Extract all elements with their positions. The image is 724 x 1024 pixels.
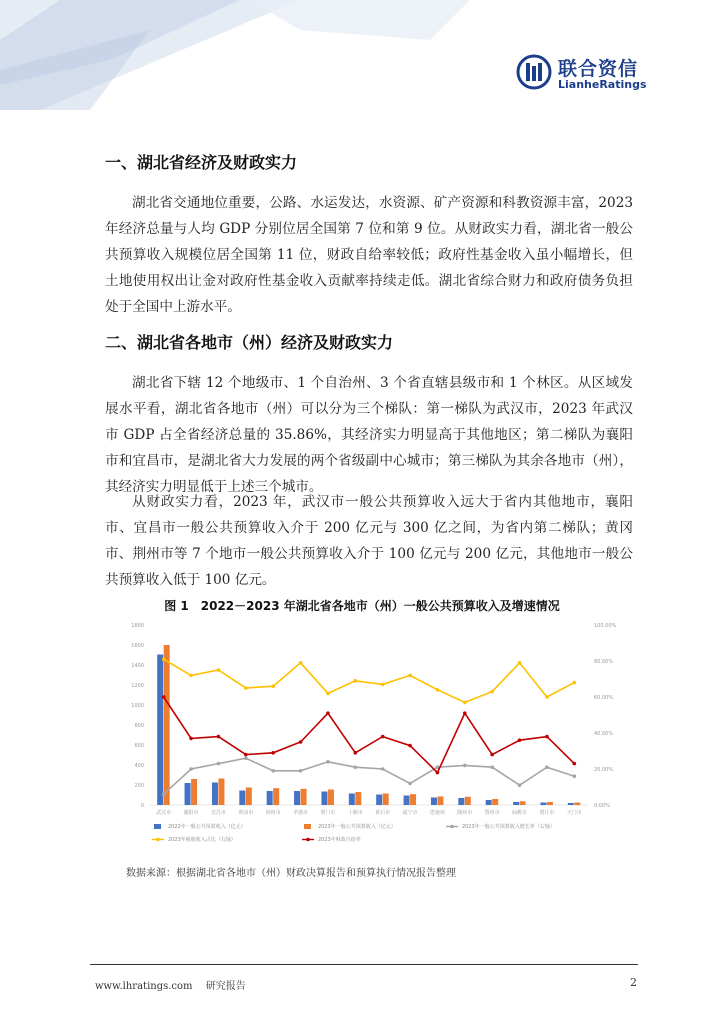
legend-label: 2022年一般公共预算收入（亿元） bbox=[168, 824, 246, 830]
line-point-0 bbox=[189, 767, 193, 771]
line-point-2 bbox=[408, 744, 412, 748]
bar-2022 bbox=[513, 802, 519, 805]
x-tick-label: 随州市 bbox=[457, 810, 473, 816]
y-right-tick-label: 80.00% bbox=[594, 659, 614, 665]
line-point-0 bbox=[381, 767, 385, 771]
x-tick-label: 宜昌市 bbox=[210, 810, 226, 816]
line-point-0 bbox=[326, 760, 330, 764]
y-left-tick-label: 1400 bbox=[131, 663, 144, 669]
line-point-1 bbox=[326, 692, 330, 696]
line-point-1 bbox=[381, 683, 385, 687]
bar-2022 bbox=[157, 655, 163, 806]
x-tick-label: 武汉市 bbox=[156, 810, 172, 816]
bar-2023 bbox=[273, 788, 279, 805]
bar-2023 bbox=[492, 799, 498, 805]
legend-label: 2023年税收收入占比（右轴） bbox=[168, 837, 236, 843]
legend-swatch-dot bbox=[306, 838, 310, 842]
section2-paragraph1: 湖北省下辖 12 个地级市、1 个自治州、3 个省直辖县级市和 1 个林区。从区域发展水平看，湖北省各地市（州）可以分为三个梯队：第一梯队为武汉市，2023 年武汉市 GDP 占全省经济总量的 35.86%，其经济实力明显高于其他地区；第二梯队为襄阳市和宜昌市，是湖北省大力发展的两个省级副中心城市；第三梯队为其余各地市（州），其经济实力明显低于上述三个城市。 bbox=[105, 375, 633, 495]
bar-2023 bbox=[328, 790, 334, 806]
line-point-2 bbox=[545, 735, 549, 739]
bar-2022 bbox=[185, 783, 191, 805]
x-tick-label: 天门市 bbox=[566, 810, 582, 816]
footer-website[interactable]: www.lhratings.com bbox=[95, 981, 193, 992]
x-tick-label: 潜江市 bbox=[539, 810, 555, 816]
bar-2022 bbox=[486, 800, 492, 805]
line-point-0 bbox=[299, 769, 303, 773]
bar-2023 bbox=[218, 779, 224, 806]
line-point-2 bbox=[463, 711, 467, 715]
line-point-2 bbox=[381, 735, 385, 739]
y-right-tick-label: 0.00% bbox=[594, 803, 610, 809]
footer-divider bbox=[90, 964, 638, 965]
x-tick-label: 恩施州 bbox=[429, 810, 445, 816]
x-tick-label: 荆门市 bbox=[320, 810, 336, 816]
y-left-tick-label: 200 bbox=[134, 783, 144, 789]
x-tick-label: 仙桃市 bbox=[512, 810, 528, 816]
y-left-tick-label: 400 bbox=[134, 763, 144, 769]
line-point-0 bbox=[271, 769, 275, 773]
line-point-0 bbox=[463, 764, 467, 768]
x-tick-label: 襄阳市 bbox=[183, 810, 199, 816]
revenue-chart bbox=[118, 615, 638, 855]
line-point-1 bbox=[490, 690, 494, 694]
bar-2023 bbox=[410, 794, 416, 805]
line-point-2 bbox=[217, 735, 221, 739]
line-point-1 bbox=[408, 674, 412, 678]
line-point-2 bbox=[162, 695, 166, 699]
bar-2022 bbox=[321, 792, 327, 806]
bar-2022 bbox=[458, 798, 464, 805]
line-point-2 bbox=[326, 711, 330, 715]
bar-2023 bbox=[547, 802, 553, 805]
line-point-2 bbox=[490, 753, 494, 757]
y-left-tick-label: 1800 bbox=[131, 623, 144, 629]
section2-paragraph2: 从财政实力看，2023 年，武汉市一般公共预算收入远大于省内其他地市，襄阳市、宜昌市一般公共预算收入介于 200 亿元与 300 亿之间，为省内第二梯队；黄冈市、荆州市等 7 个地市一般公共预算收入介于 100 亿元与 200 亿元，其他地市一般公共预算收入低于 100 亿元。 bbox=[105, 494, 633, 588]
line-point-0 bbox=[545, 765, 549, 769]
y-left-tick-label: 0 bbox=[140, 803, 144, 809]
line-point-1 bbox=[299, 661, 303, 665]
line-point-2 bbox=[518, 738, 522, 742]
bar-2022 bbox=[294, 791, 300, 805]
line-point-1 bbox=[189, 674, 193, 678]
x-tick-label: 鄂州市 bbox=[484, 810, 500, 816]
section2-heading: 二、湖北省各地市（州）经济及财政实力 bbox=[105, 333, 394, 352]
legend-label: 2023年一般公共预算收入（亿元） bbox=[318, 824, 396, 830]
bar-2023 bbox=[164, 645, 170, 805]
x-tick-label: 咸宁市 bbox=[402, 810, 418, 816]
bar-2022 bbox=[349, 794, 355, 806]
bar-2023 bbox=[383, 794, 389, 806]
line-point-0 bbox=[490, 765, 494, 769]
line-point-2 bbox=[354, 751, 358, 755]
figure-source: 数据来源：根据湖北省各地市（州）财政决算报告和预算执行情况报告整理 bbox=[126, 868, 456, 879]
bar-2022 bbox=[540, 803, 546, 806]
bar-2022 bbox=[431, 798, 437, 806]
x-tick-label: 荆州市 bbox=[265, 810, 281, 816]
y-left-tick-label: 1000 bbox=[131, 703, 144, 709]
x-tick-label: 黄冈市 bbox=[238, 810, 254, 816]
bar-2022 bbox=[568, 803, 574, 805]
line-point-2 bbox=[244, 753, 248, 757]
line-series-1 bbox=[164, 659, 575, 702]
logo-text-cn: 联合资信 bbox=[558, 58, 639, 80]
legend-label: 2023年一般公共预算收入增长率（右轴） bbox=[462, 824, 555, 830]
bar-2023 bbox=[520, 801, 526, 805]
bar-2023 bbox=[437, 797, 443, 806]
section1-paragraph: 湖北省交通地位重要，公路、水运发达，水资源、矿产资源和科教资源丰富，2023年经济总量与人均 GDP 分别位居全国第 7 位和第 9 位。从财政实力看，湖北省一般公共预算收入规模位居全国第 11 位，财政自给率较低；政府性基金收入虽小幅增长，但土地使用权出让金对政府性基金收入贡献率持续走低。湖北省综合财力和政府债务负担处于全国中上游水平。 bbox=[105, 195, 633, 315]
line-point-1 bbox=[244, 686, 248, 690]
logo-mark-icon bbox=[516, 54, 552, 90]
line-point-1 bbox=[436, 688, 440, 692]
legend-swatch bbox=[304, 824, 311, 829]
footer-left bbox=[95, 977, 246, 992]
bar-2023 bbox=[355, 792, 361, 805]
footer-doc-type: 研究报告 bbox=[205, 981, 246, 992]
line-point-0 bbox=[244, 756, 248, 760]
legend-swatch-dot bbox=[450, 825, 454, 829]
x-tick-label: 孝感市 bbox=[293, 810, 309, 816]
line-point-1 bbox=[162, 657, 166, 661]
bar-2023 bbox=[465, 797, 471, 805]
line-point-1 bbox=[354, 679, 358, 683]
bar-2023 bbox=[246, 788, 252, 806]
line-point-0 bbox=[217, 762, 221, 766]
company-logo bbox=[516, 52, 676, 96]
y-right-tick-label: 60.00% bbox=[594, 695, 614, 701]
x-tick-label: 十堰市 bbox=[347, 810, 363, 816]
line-point-2 bbox=[436, 771, 440, 775]
line-point-2 bbox=[573, 762, 577, 766]
y-left-tick-label: 600 bbox=[134, 743, 144, 749]
x-tick-label: 黄石市 bbox=[375, 810, 391, 816]
legend-swatch bbox=[154, 824, 161, 829]
line-series-0 bbox=[164, 758, 575, 794]
page-number: 2 bbox=[630, 976, 637, 989]
logo-text-en: LianheRatings bbox=[558, 78, 647, 91]
line-point-0 bbox=[408, 782, 412, 786]
bar-2022 bbox=[212, 783, 218, 806]
y-right-tick-label: 100.00% bbox=[594, 623, 617, 629]
bar-2023 bbox=[574, 803, 580, 806]
legend-swatch-dot bbox=[156, 838, 160, 842]
line-point-1 bbox=[573, 681, 577, 685]
section1-heading: 一、湖北省经济及财政实力 bbox=[105, 153, 298, 172]
line-point-1 bbox=[518, 661, 522, 665]
bar-2023 bbox=[301, 789, 307, 805]
line-point-2 bbox=[299, 740, 303, 744]
line-point-0 bbox=[573, 774, 577, 778]
legend-label: 2023年财政自给率 bbox=[318, 837, 361, 843]
bar-2022 bbox=[404, 796, 410, 806]
line-point-1 bbox=[217, 668, 221, 672]
y-left-tick-label: 800 bbox=[134, 723, 144, 729]
line-point-2 bbox=[189, 737, 193, 741]
line-point-1 bbox=[463, 701, 467, 705]
y-left-tick-label: 1600 bbox=[131, 643, 144, 649]
figure-title: 图 1 2022－2023 年湖北省各地市（州）一般公共预算收入及增速情况 bbox=[164, 599, 560, 613]
bar-2022 bbox=[376, 795, 382, 806]
line-point-0 bbox=[162, 792, 166, 796]
line-point-1 bbox=[545, 695, 549, 699]
line-series-2 bbox=[164, 697, 575, 773]
line-point-1 bbox=[271, 684, 275, 688]
line-point-0 bbox=[518, 783, 522, 787]
bar-2022 bbox=[267, 791, 273, 805]
y-left-tick-label: 1200 bbox=[131, 683, 144, 689]
y-right-tick-label: 20.00% bbox=[594, 767, 614, 773]
bar-2022 bbox=[239, 791, 245, 806]
y-right-tick-label: 40.00% bbox=[594, 731, 614, 737]
line-point-0 bbox=[354, 765, 358, 769]
bar-2023 bbox=[191, 779, 197, 805]
line-point-2 bbox=[271, 751, 275, 755]
